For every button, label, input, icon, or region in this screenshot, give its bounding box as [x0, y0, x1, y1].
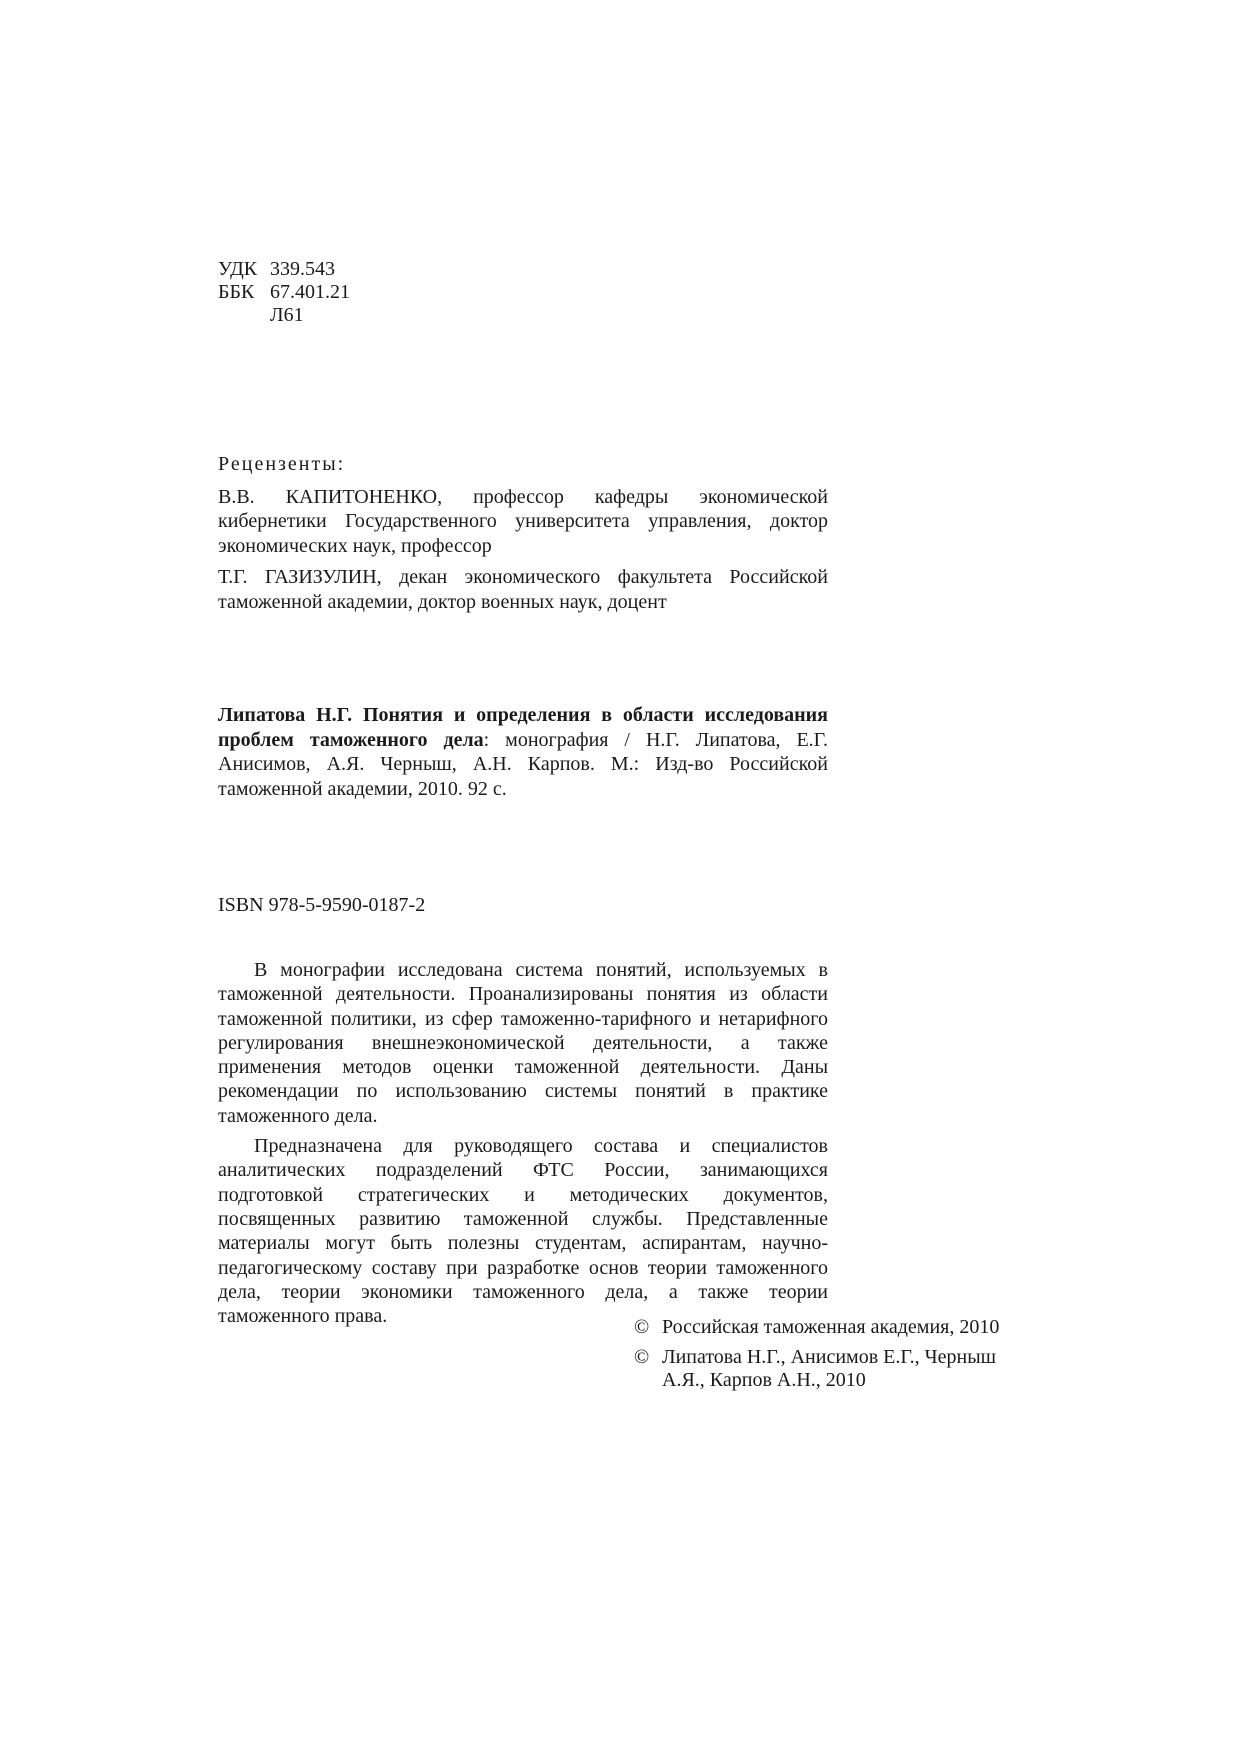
author-mark-row [218, 304, 828, 327]
bbk-label: ББК [218, 281, 255, 303]
reviewers-heading: Рецензенты: [218, 453, 346, 475]
copyright-item [634, 1346, 1034, 1393]
citation-title: Липатова Н.Г. Понятия и определения в области исследования проблем таможенного дела [218, 704, 828, 751]
copyright-item [634, 1316, 1034, 1340]
copyright-symbol: © [634, 1316, 650, 1338]
copyright-text: Российская таможенная академия, 2010 [662, 1316, 1000, 1338]
copyright-block [634, 1316, 1034, 1399]
isbn: ISBN 978-5-9590-0187-2 [218, 894, 426, 916]
citation-details: : монография / Н.Г. Липатова, Е.Г. Анисимов, А.Я. Черныш, А.Н. Карпов. М.: Изд-во Российской таможенной академии, 2010. 92 с. [218, 728, 828, 800]
copyright-symbol: © [634, 1345, 650, 1368]
abstract-paragraph: В монографии исследована система понятий, используемых в таможенной деятельности. Проанализированы понятия из области таможенной политики, из сфер таможенно-тарифного и нетарифного регулирования внешнеэкономической деятельности, а также применения методов оценки таможенной деятельности. Даны рекомендации по использованию системы понятий в практике таможенного дела. [218, 959, 828, 1127]
copyright-text: Липатова Н.Г., Анисимов Е.Г., Черныш А.Я., Карпов А.Н., 2010 [662, 1345, 997, 1391]
reviewer-item: В.В. КАПИТОНЕНКО, профессор кафедры экономической кибернетики Государственного университета управления, доктор экономических наук, профессор [218, 485, 828, 557]
bibliographic-citation [218, 703, 828, 801]
reviewers-block [218, 452, 828, 621]
reviewer-item: Т.Г. ГАЗИЗУЛИН, декан экономического факультета Российской таможенной академии, доктор военных наук, доцент [218, 566, 828, 613]
abstract-paragraph: Предназначена для руководящего состава и специалистов аналитических подразделений ФТС России, занимающихся подготовкой стратегических и методических документов, посвященных развитию таможенной службы. Представленные материалы могут быть полезны студентам, аспирантам, научно-педагогическому составу при разработке основ теории таможенного дела, теории экономики таможенного дела, а также теории таможенного права. [218, 1135, 828, 1328]
abstract-block [218, 958, 828, 1334]
author-mark: Л61 [270, 304, 304, 326]
udk-label: УДК [218, 258, 258, 280]
classification-block [218, 258, 828, 327]
udk-value: 339.543 [270, 258, 335, 280]
bbk-value: 67.401.21 [270, 281, 350, 303]
udk-row [218, 258, 828, 281]
bbk-row [218, 281, 828, 304]
